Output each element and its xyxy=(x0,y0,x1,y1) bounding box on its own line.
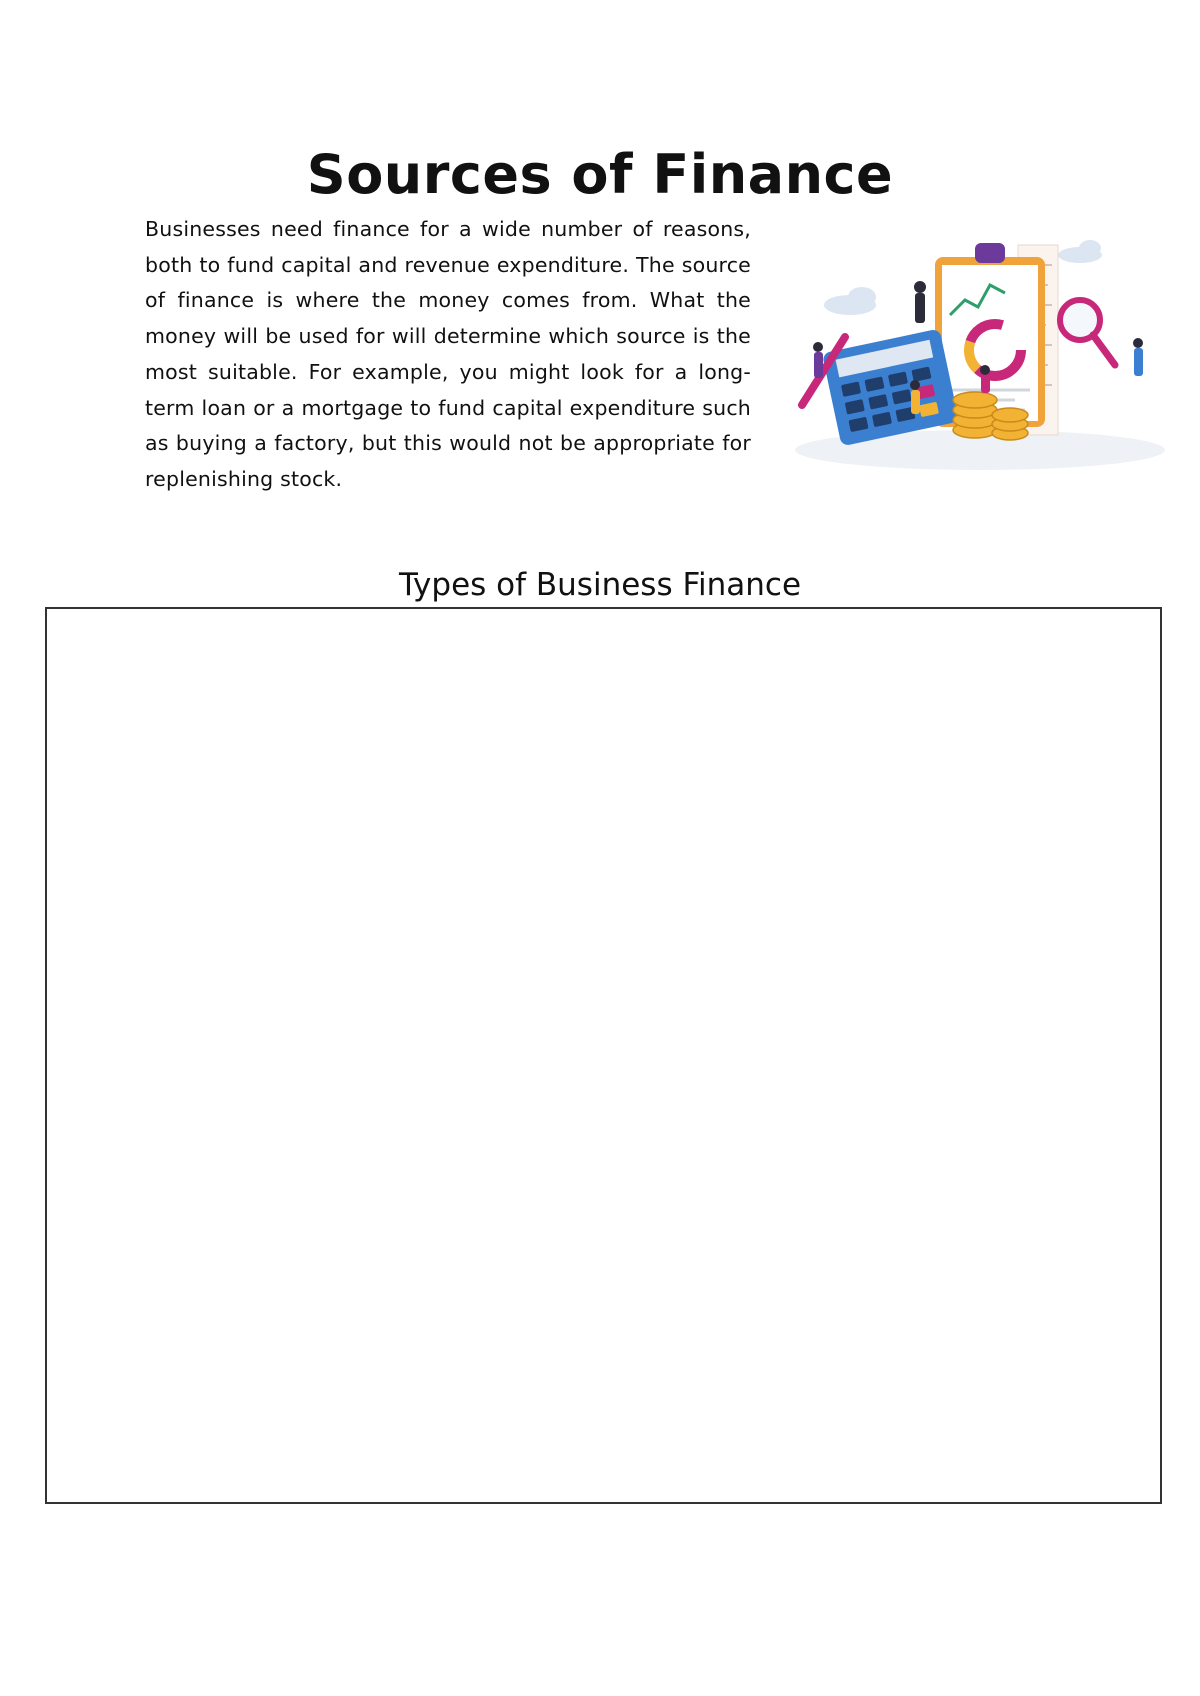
page-title: Sources of Finance xyxy=(306,143,894,206)
answer-box[interactable] xyxy=(45,607,1162,1504)
finance-calculator-illustration-icon xyxy=(790,235,1170,480)
intro-paragraph: Businesses need finance for a wide number of reasons, both to fund capital and revenue expenditure. The source of finance is where the money comes from. What the money will be used for will determine which source is the most suitable. For example, you might look for a long-term loan or a mortgage to fund capital expenditure such as buying a factory, but this would not be appropriate for replenishing stock. xyxy=(145,217,751,491)
section-heading: Types of Business Finance xyxy=(398,567,802,603)
